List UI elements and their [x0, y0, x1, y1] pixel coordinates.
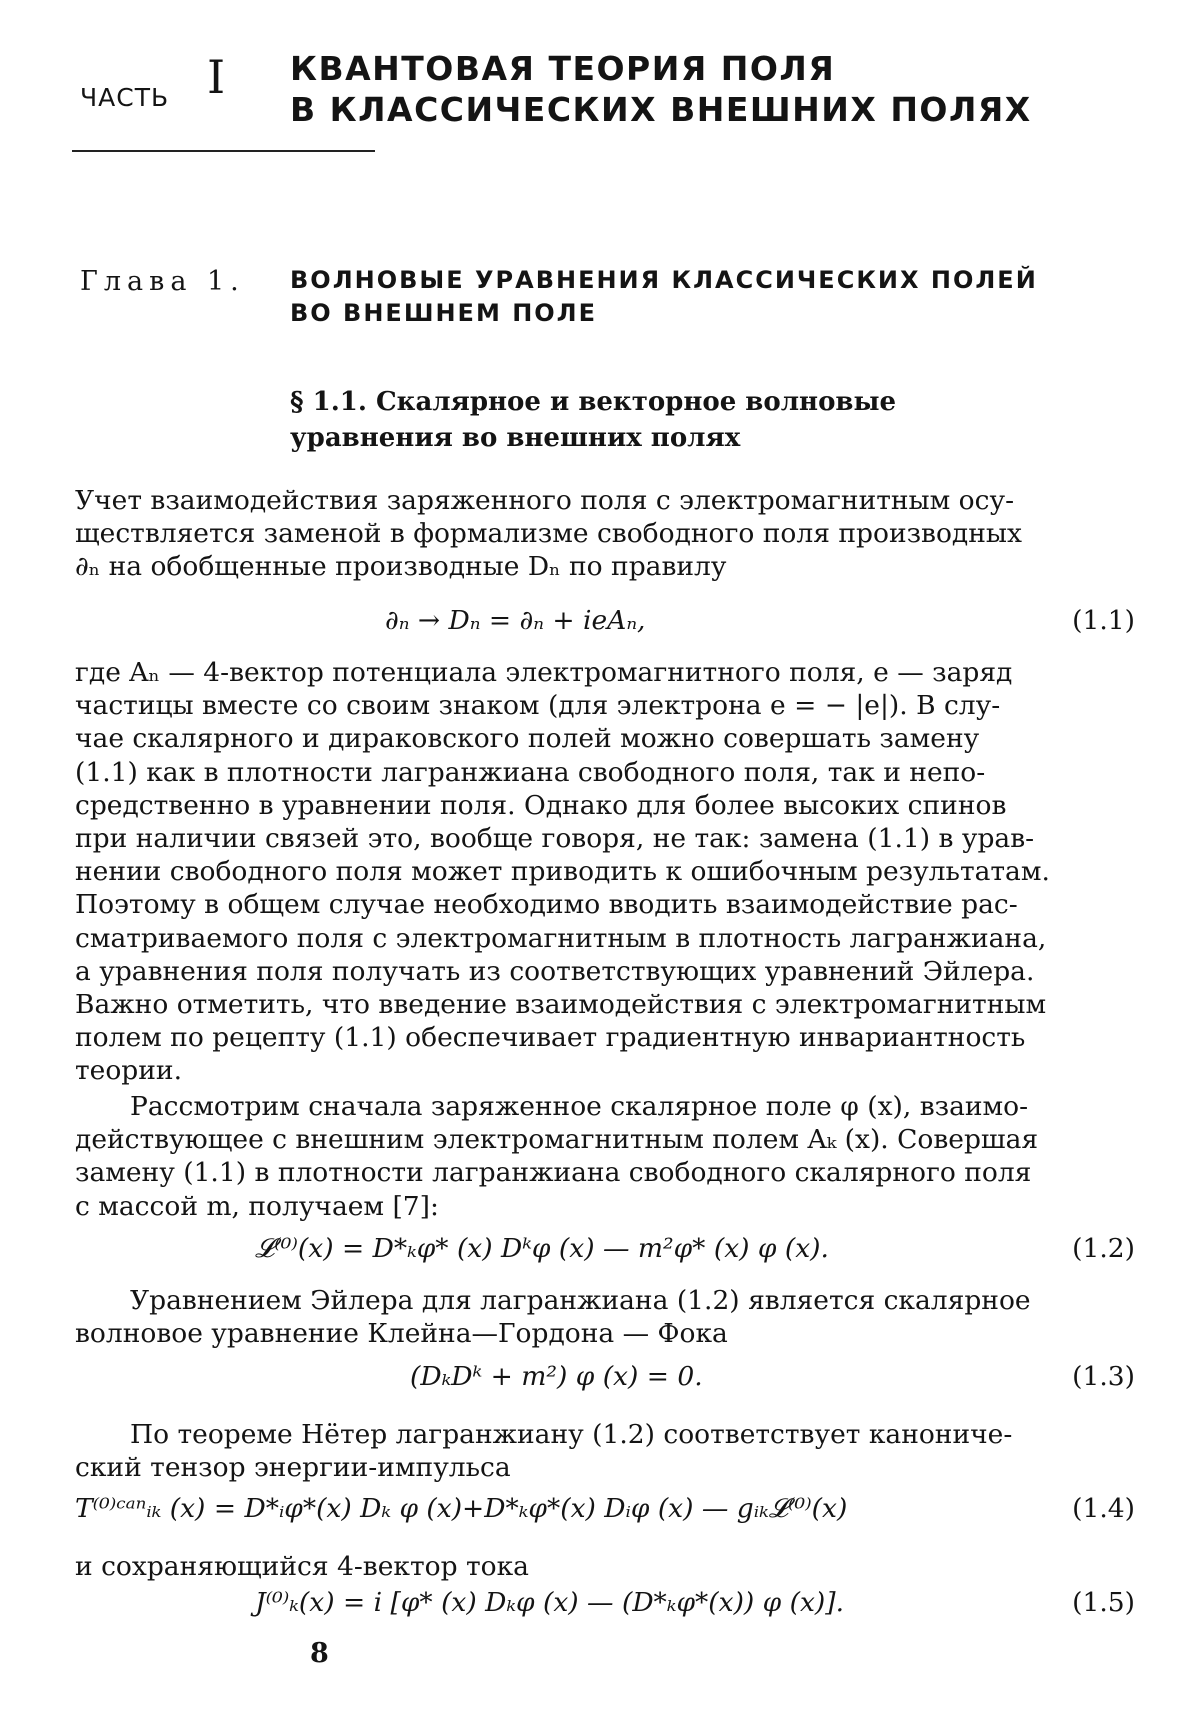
chapter-label: Глава 1.: [80, 266, 245, 297]
paragraph: [75, 1418, 1135, 1484]
part-title-line: КВАНТОВАЯ ТЕОРИЯ ПОЛЯ: [290, 49, 836, 88]
text-line: Рассмотрим сначала заряженное скалярное поле φ (x), взаимо-: [130, 1091, 1029, 1122]
section-title: [290, 384, 896, 456]
page-number: 8: [310, 1638, 329, 1669]
text-line: с массой m, получаем [7]:: [75, 1190, 439, 1222]
chapter-title-line: ВО ВНЕШНЕМ ПОЛЕ: [290, 299, 598, 327]
text-line: средственно в уравнении поля. Однако для более высоких спинов: [75, 789, 1007, 821]
paragraph: [75, 1090, 1135, 1223]
part-title: [290, 48, 1032, 130]
text-line: Уравнением Эйлера для лагранжиана (1.2) является скалярное: [130, 1285, 1031, 1316]
chapter-title: [290, 264, 1038, 330]
text-line: (1.1) как в плотности лагранжиана свободного поля, так и непо-: [75, 756, 986, 788]
text-line: ский тензор энергии-импульса: [75, 1452, 511, 1484]
equation-1-1: [75, 604, 1135, 638]
equation-body: T⁽⁰⁾ᶜᵃⁿᵢₖ (x) = D*ᵢφ*(x) Dₖ φ (x)+D*ₖφ*(x) Dᵢφ (x) — gᵢₖ𝓛⁽⁰⁾(x): [75, 1493, 848, 1524]
text-line: Учет взаимодействия заряженного поля с электромагнитным осу-: [75, 485, 1015, 516]
chapter-title-line: ВОЛНОВЫЕ УРАВНЕНИЯ КЛАССИЧЕСКИХ ПОЛЕЙ: [290, 266, 1038, 294]
text-line: По теореме Нётер лагранжиану (1.2) соответствует канониче-: [130, 1419, 1013, 1450]
equation-body: 𝓛⁽⁰⁾(x) = D*ₖφ* (x) Dᵏφ (x) — m²φ* (x) φ (x).: [255, 1233, 829, 1264]
equation-body: ∂ₙ → Dₙ = ∂ₙ + ieAₙ,: [385, 605, 646, 636]
equation-1-3: [75, 1360, 1135, 1394]
part-label: ЧАСТЬ: [80, 83, 170, 112]
paragraph: [75, 1284, 1135, 1350]
text-line: теории.: [75, 1055, 183, 1087]
paragraph: [75, 484, 1135, 584]
text-line: ∂ₙ на обобщенные производные Dₙ по правилу: [75, 551, 727, 583]
equation-body: J⁽⁰⁾ₖ(x) = i [φ* (x) Dₖφ (x) — (D*ₖφ*(x)) φ (x)].: [255, 1587, 845, 1618]
equation-number: (1.5): [1072, 1587, 1135, 1618]
part-number: I: [207, 50, 226, 104]
equation-body: (DₖDᵏ + m²) φ (x) = 0.: [410, 1361, 703, 1392]
equation-1-2: [75, 1232, 1135, 1266]
text-line: сматриваемого поля с электромагнитным в плотность лагранжиана,: [75, 922, 1047, 954]
text-line: чае скалярного и дираковского полей можно совершать замену: [75, 723, 980, 755]
equation-number: (1.3): [1072, 1361, 1135, 1392]
equation-1-4: [75, 1492, 1135, 1526]
text-line: нении свободного поля может приводить к ошибочным результатам.: [75, 856, 1050, 888]
text-line: полем по рецепту (1.1) обеспечивает градиентную инвариантность: [75, 1022, 1026, 1054]
text-line: а уравнения поля получать из соответствующих уравнений Эйлера.: [75, 955, 1035, 987]
text-line: Поэтому в общем случае необходимо вводить взаимодействие рас-: [75, 889, 1018, 921]
section-title-line: уравнения во внешних полях: [290, 423, 741, 453]
text-line: Важно отметить, что введение взаимодействия с электромагнитным: [75, 989, 1047, 1021]
paragraph: [75, 1550, 1135, 1583]
equation-1-5: [75, 1586, 1135, 1620]
equation-number: (1.4): [1072, 1493, 1135, 1524]
part-title-line: В КЛАССИЧЕСКИХ ВНЕШНИХ ПОЛЯХ: [290, 90, 1032, 129]
text-line: действующее с внешним электромагнитным полем Aₖ (x). Совершая: [75, 1124, 1039, 1156]
equation-number: (1.2): [1072, 1233, 1135, 1264]
text-line: волновое уравнение Клейна—Гордона — Фока: [75, 1318, 728, 1350]
text-line: при наличии связей это, вообще говоря, не так: замена (1.1) в урав-: [75, 823, 1035, 855]
text-line: частицы вместе со своим знаком (для электрона e = − |e|). В слу-: [75, 690, 1001, 722]
section-title-line: § 1.1. Скалярное и векторное волновые: [290, 387, 897, 417]
paragraph: [75, 656, 1135, 1088]
text-line: где Aₙ — 4-вектор потенциала электромагнитного поля, e — заряд: [75, 657, 1013, 688]
divider: [72, 150, 375, 152]
text-line: ществляется заменой в формализме свободного поля производных: [75, 518, 1022, 550]
text-line: замену (1.1) в плотности лагранжиана свободного скалярного поля: [75, 1157, 1032, 1189]
text-line: и сохраняющийся 4-вектор тока: [75, 1551, 529, 1582]
equation-number: (1.1): [1072, 605, 1135, 636]
